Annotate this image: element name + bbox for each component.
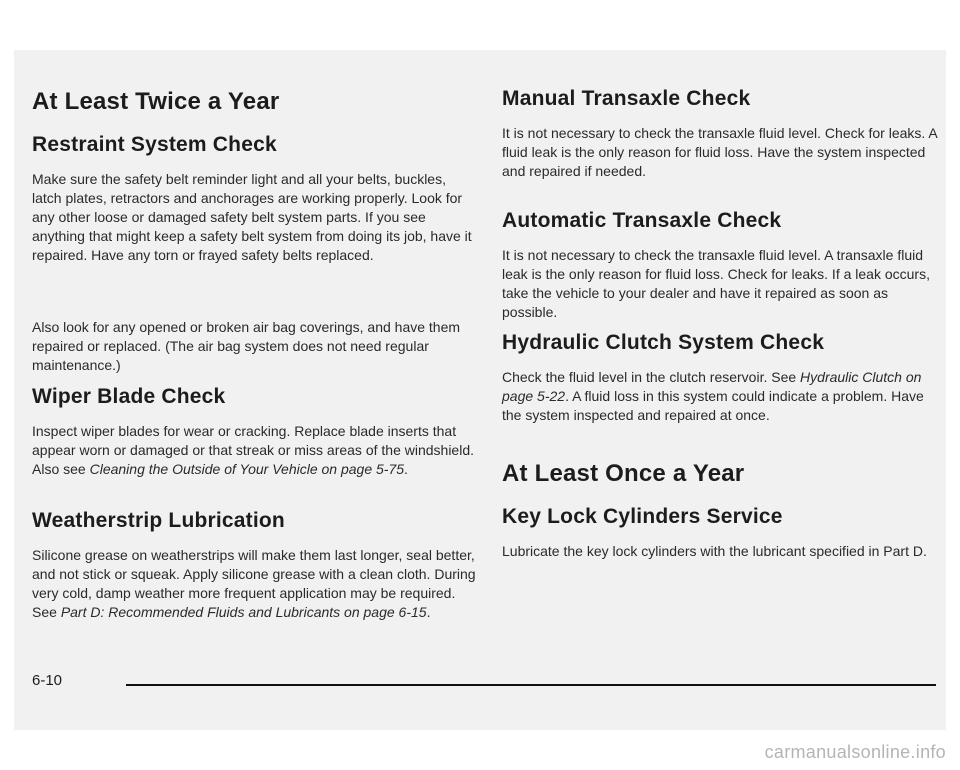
hydraulic-clutch-reference: Hydraulic Clutch on page 5-22 bbox=[502, 369, 922, 404]
hydraulic-clutch-heading: Hydraulic Clutch System Check bbox=[502, 331, 825, 354]
weatherstrip-reference: Part D: Recommended Fluids and Lubricants on page 6-15 bbox=[60, 604, 427, 620]
site-watermark: carmanualsonline.info bbox=[764, 742, 946, 762]
manual-page bbox=[14, 50, 946, 730]
weatherstrip-heading: Weatherstrip Lubrication bbox=[32, 509, 285, 532]
automatic-transaxle-paragraph: It is not necessary to check the transaxle fluid level. A transaxle fluid leak is the only reason for fluid loss. Check for leaks. If a leak occurs, take the vehicle to your dealer and have it repaired as soon as possible. bbox=[502, 247, 930, 320]
hydraulic-clutch-paragraph: Check the fluid level in the clutch reservoir. See Hydraulic Clutch on page 5-22. A fluid loss in this system could indicate a problem. Have the system inspected and repaired at once. bbox=[502, 369, 924, 423]
manual-transaxle-paragraph: It is not necessary to check the transaxle fluid level. Check for leaks. A fluid leak is the only reason for fluid loss. Have the system inspected and repaired if needed. bbox=[502, 125, 937, 179]
automatic-transaxle-heading: Automatic Transaxle Check bbox=[502, 209, 782, 232]
key-lock-paragraph: Lubricate the key lock cylinders with the lubricant specified in Part D. bbox=[502, 543, 927, 559]
wiper-blade-paragraph: Inspect wiper blades for wear or cracking. Replace blade inserts that appear worn or damaged or that streak or miss areas of the windshield. Also see Cleaning the Outside of Your Vehicle on page 5-75. bbox=[32, 423, 475, 477]
weatherstrip-paragraph: Silicone grease on weatherstrips will make them last longer, seal better, and not stick or squeak. Apply silicone grease with a clean cloth. During very cold, damp weather more frequent application may be required. See Part D: Recommended Fluids and Lubricants on page 6-15. bbox=[32, 547, 476, 620]
manual-transaxle-heading: Manual Transaxle Check bbox=[502, 87, 751, 110]
footer-rule bbox=[126, 684, 936, 686]
section-heading-twice-a-year: At Least Twice a Year bbox=[32, 88, 280, 115]
page-number: 6-10 bbox=[32, 672, 63, 689]
restraint-system-paragraph-1: Make sure the safety belt reminder light and all your belts, buckles, latch plates, retractors and anchorages are working properly. Look for any other loose or damaged safety belt system parts. If you see anything that might keep a safety belt system from doing its job, have it repaired. Have any torn or frayed safety belts replaced. bbox=[32, 171, 472, 263]
wiper-blade-heading: Wiper Blade Check bbox=[32, 385, 226, 408]
wiper-reference: Cleaning the Outside of Your Vehicle on page 5-75 bbox=[89, 461, 405, 477]
restraint-system-paragraph-2: Also look for any opened or broken air bag coverings, and have them repaired or replaced. (The air bag system does not need regular maintenance.) bbox=[32, 319, 461, 373]
restraint-system-heading: Restraint System Check bbox=[32, 133, 277, 156]
key-lock-heading: Key Lock Cylinders Service bbox=[502, 505, 783, 528]
section-heading-once-a-year: At Least Once a Year bbox=[502, 460, 745, 487]
